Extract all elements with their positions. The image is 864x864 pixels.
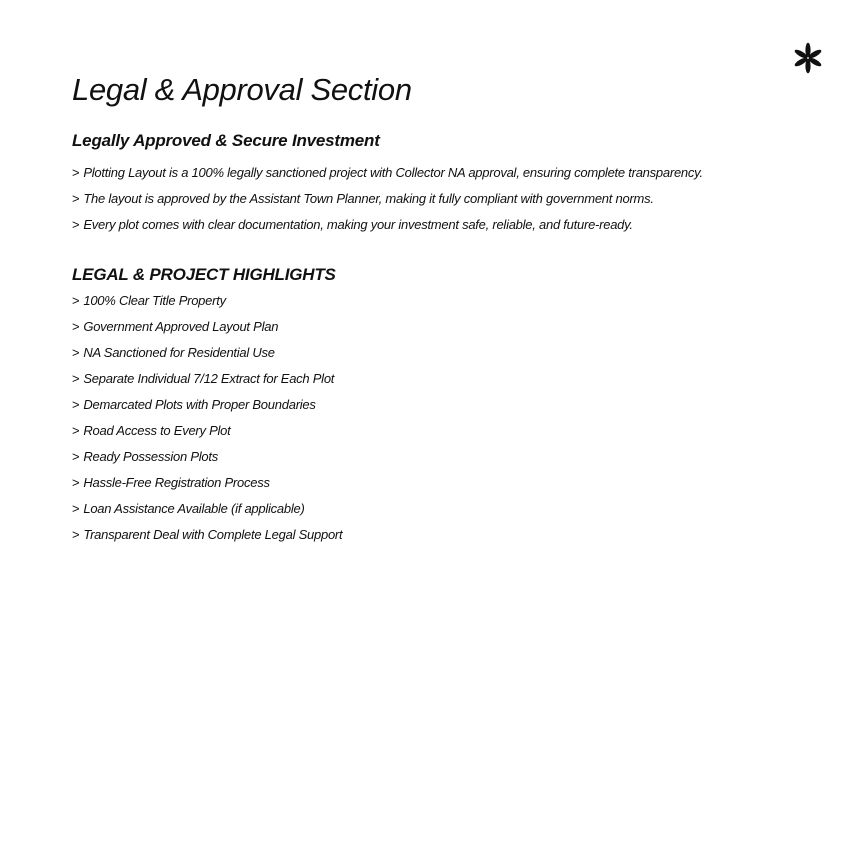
chevron-right-icon: > <box>72 293 80 308</box>
highlight-item <box>72 496 832 522</box>
highlight-item <box>72 444 832 470</box>
approved-point-text: The layout is approved by the Assistant Town Planner, making it fully compliant with government norms. <box>83 191 654 206</box>
highlight-item <box>72 314 832 340</box>
chevron-right-icon: > <box>72 475 80 490</box>
highlight-item-text: Ready Possession Plots <box>83 449 219 464</box>
highlight-item <box>72 470 832 496</box>
highlights-list <box>72 288 832 548</box>
legal-approval-section <box>72 68 832 548</box>
approved-point-text: Plotting Layout is a 100% legally sanctioned project with Collector NA approval, ensuring complete transparency. <box>83 165 703 180</box>
chevron-right-icon: > <box>72 501 80 516</box>
chevron-right-icon: > <box>72 449 80 464</box>
approved-point-text: Every plot comes with clear documentation, making your investment safe, reliable, and future-ready. <box>83 217 633 232</box>
highlight-item-text: Government Approved Layout Plan <box>83 319 279 334</box>
chevron-right-icon: > <box>72 397 80 412</box>
highlight-item-text: Separate Individual 7/12 Extract for Each Plot <box>83 371 335 386</box>
approved-points-list <box>72 160 832 238</box>
approved-point <box>72 212 832 238</box>
highlight-item <box>72 392 832 418</box>
chevron-right-icon: > <box>72 527 80 542</box>
chevron-right-icon: > <box>72 319 80 334</box>
highlight-item <box>72 418 832 444</box>
highlight-item-text: Loan Assistance Available (if applicable) <box>83 501 305 516</box>
highlight-item-text: 100% Clear Title Property <box>83 293 226 308</box>
approved-heading: Legally Approved & Secure Investment <box>72 131 380 150</box>
highlight-item <box>72 366 832 392</box>
highlight-item-text: Road Access to Every Plot <box>83 423 231 438</box>
chevron-right-icon: > <box>72 191 80 206</box>
highlight-item <box>72 288 832 314</box>
chevron-right-icon: > <box>72 423 80 438</box>
chevron-right-icon: > <box>72 371 80 386</box>
highlight-item-text: Hassle-Free Registration Process <box>83 475 270 490</box>
highlights-heading: LEGAL & PROJECT HIGHLIGHTS <box>72 265 336 284</box>
chevron-right-icon: > <box>72 217 80 232</box>
chevron-right-icon: > <box>72 165 80 180</box>
chevron-right-icon: > <box>72 345 80 360</box>
highlight-item-text: NA Sanctioned for Residential Use <box>83 345 275 360</box>
highlight-item <box>72 340 832 366</box>
highlight-item-text: Demarcated Plots with Proper Boundaries <box>83 397 316 412</box>
approved-point <box>72 160 832 186</box>
highlight-item-text: Transparent Deal with Complete Legal Support <box>83 527 343 542</box>
page-title: Legal & Approval Section <box>72 72 412 107</box>
approved-point <box>72 186 832 212</box>
highlight-item <box>72 522 832 548</box>
